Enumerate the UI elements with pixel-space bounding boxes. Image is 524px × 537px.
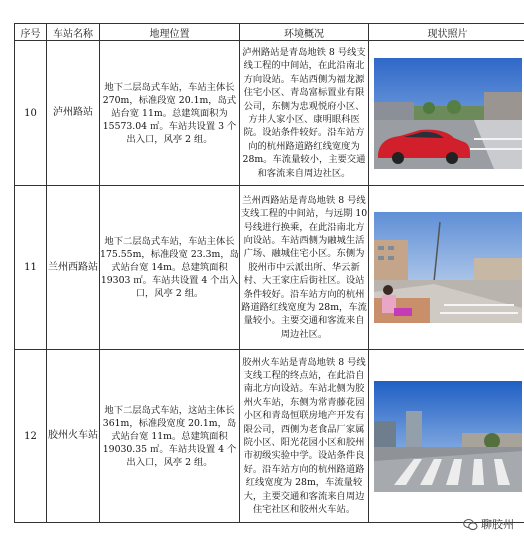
station-table	[14, 23, 524, 523]
station-environment: 兰州西路站是青岛地铁 8 号线支线工程的中间站，与远期 10 号线进行换乘，在此沿南北方向设站。车站西侧为融城生活广场、融城住宅小区。东侧为胶州市中云派出所、华云新村、大王家庄后街社区。设站条件较好。沿车站方向的杭州路道路红线宽度为 28m，车流量较小。主要交通和客流来自周边社区。	[240, 186, 369, 350]
watermark-text: 聊胶州	[481, 518, 514, 531]
watermark	[463, 516, 514, 532]
row-no: 11	[15, 186, 47, 350]
wechat-logo-icon	[463, 517, 478, 532]
station-location: 地下二层岛式车站，这站主体长 361m，标准段宽度 20.1m，岛式站台宽 11m。总建筑面积 19030.35 ㎡。车站共设置 4 个出入口，风亭 2 组。	[100, 350, 240, 523]
station-photo	[369, 350, 524, 523]
intersection-photo	[374, 212, 522, 323]
station-name: 胶州火车站	[47, 350, 100, 523]
station-location: 地下二层岛式车站，车站主体长 175.55m，标准段宽 23.3m，岛式站台宽 14m。总建筑面积 19303 ㎡。车站共设置 4 个出入口，风亭 2 组。	[100, 186, 240, 350]
station-name: 兰州西路站	[47, 186, 100, 350]
row-no: 12	[15, 350, 47, 523]
street-scene-photo	[374, 58, 522, 169]
table-row	[15, 350, 524, 523]
station-environment: 泸州路站是青岛地铁 8 号线支线工程的中间站，在此沿南北方向设站。车站西侧为福龙源住宅小区、青岛富标置业有限公司，东侧为忠观悦府小区、方井人家小区、康明眼科医院。设站条件较好。沿车站方向的杭州路道路红线宽度为 28m。车流量较小，主要交通和客流来自周边社区。	[240, 41, 369, 186]
station-photo	[369, 186, 524, 350]
header-photo: 现状照片	[369, 24, 524, 41]
header-environment: 环境概况	[240, 24, 369, 41]
row-no: 10	[15, 41, 47, 186]
header-location: 地理位置	[100, 24, 240, 41]
header-name: 车站名称	[47, 24, 100, 41]
station-name: 泸州路站	[47, 41, 100, 186]
table-header-row	[15, 24, 524, 41]
station-environment: 胶州火车站是青岛地铁 8 号线支线工程的终点站，在此沿自南北方向设站。车站北侧为胶州火车站，东侧为常青藤花园小区和青岛恒联房地产开发有限公司，西侧为老食品厂家属院小区、阳光花园小区和胶州市初级实验中学。设站条件良好。沿车站方向的杭州路道路红线宽度为 28m，车流量较大，主要交通和客流来自周边住宅社区和胶州火车站。	[240, 350, 369, 523]
table-row	[15, 41, 524, 186]
station-location: 地下二层岛式车站，车站主体长 270m，标准段宽 20.1m，岛式站台宽 11m。总建筑面积为 15573.04 ㎡。车站共设置 3 个出入口，风亭 2 组。	[100, 41, 240, 186]
table-row	[15, 186, 524, 350]
header-no: 序号	[15, 24, 47, 41]
crosswalk-photo	[374, 381, 522, 492]
station-photo	[369, 41, 524, 186]
